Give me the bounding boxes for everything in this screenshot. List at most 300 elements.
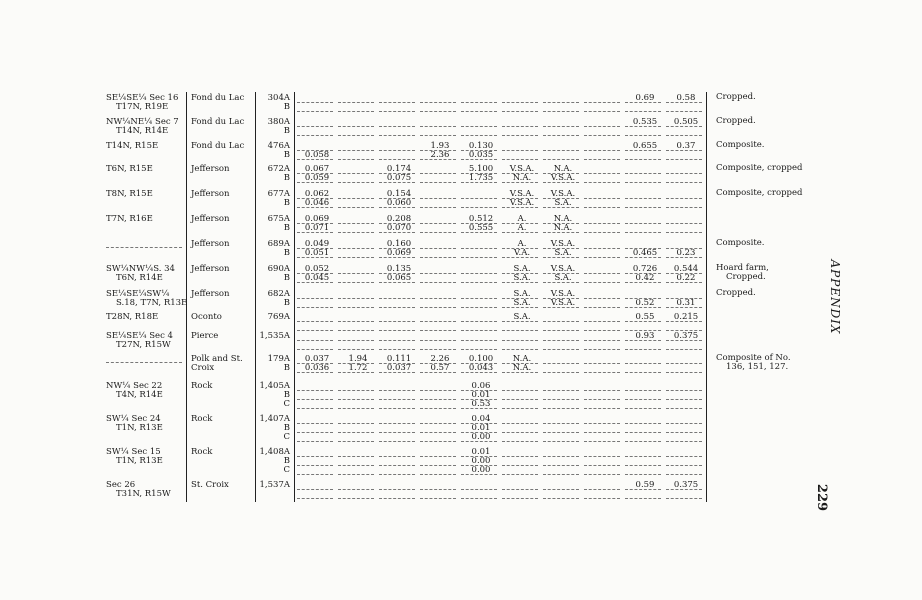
- leader-line: [502, 159, 538, 160]
- sample-number: 1,537A: [259, 480, 290, 490]
- data-value: 0.04: [471, 414, 491, 424]
- leader-line: [461, 340, 497, 341]
- remarks-text: Composite, cropped: [716, 163, 803, 173]
- location-text: T6N, R15E: [106, 164, 153, 174]
- leader-line: [297, 102, 333, 103]
- data-value: 0.535: [632, 117, 658, 127]
- column-rule-remarks: [706, 92, 707, 502]
- data-value: 0.035: [468, 150, 494, 160]
- leader-line: [543, 135, 579, 136]
- remarks-text: Composite.: [716, 238, 765, 248]
- leader-line: [625, 223, 661, 224]
- data-value: N.A.: [512, 354, 532, 364]
- leader-line: [543, 102, 579, 103]
- leader-line: [379, 349, 415, 350]
- leader-line: [338, 340, 374, 341]
- data-value: 0.059: [304, 173, 330, 183]
- remarks-text: Composite of No.: [716, 353, 791, 363]
- sample-number: B: [283, 363, 290, 373]
- leader-line: [502, 456, 538, 457]
- sample-number: B: [283, 423, 290, 433]
- data-value: 0.067: [304, 164, 330, 174]
- leader-line: [297, 321, 333, 322]
- data-value: 0.075: [386, 173, 412, 183]
- leader-line: [379, 159, 415, 160]
- data-value: 0.52: [635, 298, 655, 308]
- leader-line: [420, 182, 456, 183]
- leader-line: [502, 111, 538, 112]
- leader-line: [584, 126, 620, 127]
- county-text: Jefferson: [191, 289, 230, 299]
- leader-line: [461, 135, 497, 136]
- leader-line: [666, 198, 702, 199]
- data-value: 0.062: [304, 189, 330, 199]
- county-text: Jefferson: [191, 239, 230, 249]
- leader-line: [584, 273, 620, 274]
- leader-line: [420, 111, 456, 112]
- leader-line: [502, 102, 538, 103]
- leader-line: [297, 111, 333, 112]
- county-text: Croix: [191, 363, 215, 373]
- sample-number: B: [283, 198, 290, 208]
- leader-line: [584, 198, 620, 199]
- leader-line: [338, 489, 374, 490]
- data-value: A.: [517, 239, 527, 249]
- leader-line: [461, 498, 497, 499]
- data-value: 0.208: [386, 214, 412, 224]
- leader-line: [543, 111, 579, 112]
- leader-line: [584, 432, 620, 433]
- leader-line: [461, 307, 497, 308]
- county-text: Rock: [191, 381, 213, 391]
- location-text: T7N, R16E: [106, 214, 153, 224]
- data-value: 0.55: [635, 312, 655, 322]
- leader-line: [666, 474, 702, 475]
- data-value: 0.046: [304, 198, 330, 208]
- data-value: 0.69: [635, 93, 655, 103]
- leader-line: [625, 135, 661, 136]
- data-value: V.S.A.: [550, 264, 576, 274]
- location-text: T1N, R13E: [116, 456, 163, 466]
- leader-line: [461, 257, 497, 258]
- leader-line: [584, 465, 620, 466]
- leader-line: [420, 423, 456, 424]
- leader-line: [625, 173, 661, 174]
- data-value: 1.72: [348, 363, 368, 373]
- leader-line: [420, 273, 456, 274]
- leader-line: [338, 349, 374, 350]
- leader-line: [379, 423, 415, 424]
- leader-line: [379, 135, 415, 136]
- leader-line: [543, 363, 579, 364]
- leader-line: [420, 432, 456, 433]
- sample-number: B: [283, 223, 290, 233]
- leader-line: [502, 474, 538, 475]
- data-value: 0.160: [386, 239, 412, 249]
- leader-line: [543, 321, 579, 322]
- leader-line: [297, 474, 333, 475]
- leader-line: [625, 363, 661, 364]
- sample-number: B: [283, 273, 290, 283]
- remarks-text: Composite, cropped: [716, 188, 803, 198]
- leader-line: [461, 321, 497, 322]
- leader-line: [338, 321, 374, 322]
- leader-line: [379, 489, 415, 490]
- data-value: 0.045: [304, 273, 330, 283]
- leader-line: [666, 456, 702, 457]
- data-value: 2.26: [430, 354, 450, 364]
- data-value: S.A.: [554, 198, 572, 208]
- leader-line: [297, 465, 333, 466]
- leader-line: [666, 173, 702, 174]
- leader-line: [338, 159, 374, 160]
- leader-line: [584, 232, 620, 233]
- data-value: 0.049: [304, 239, 330, 249]
- leader-line: [584, 399, 620, 400]
- sample-number: 179A: [267, 354, 290, 364]
- leader-line: [584, 257, 620, 258]
- leader-line: [502, 465, 538, 466]
- leader-line: [666, 349, 702, 350]
- leader-line: [297, 298, 333, 299]
- leader-line: [543, 432, 579, 433]
- leader-line: [338, 456, 374, 457]
- leader-line: [543, 474, 579, 475]
- leader-line: [625, 232, 661, 233]
- leader-line: [297, 307, 333, 308]
- leader-line: [625, 198, 661, 199]
- data-value: V.S.A.: [550, 239, 576, 249]
- leader-line: [338, 257, 374, 258]
- leader-line: [502, 489, 538, 490]
- leader-line: [584, 349, 620, 350]
- leader-line: [379, 150, 415, 151]
- location-text: T14N, R14E: [116, 126, 169, 136]
- data-value: 0.31: [676, 298, 696, 308]
- leader-line: [584, 150, 620, 151]
- leader-line: [338, 399, 374, 400]
- leader-line: [338, 273, 374, 274]
- county-text: Jefferson: [191, 214, 230, 224]
- leader-line: [625, 182, 661, 183]
- data-value: 0.01: [471, 447, 491, 457]
- location-text: SW¼ Sec 15: [106, 447, 161, 457]
- data-value: 0.375: [673, 480, 699, 490]
- leader-line: [379, 330, 415, 331]
- leader-line: [420, 198, 456, 199]
- leader-line: [584, 489, 620, 490]
- sample-number: B: [283, 126, 290, 136]
- data-value: 0.57: [430, 363, 450, 373]
- leader-line: [625, 399, 661, 400]
- leader-line: [625, 111, 661, 112]
- data-value: V.S.A.: [550, 298, 576, 308]
- location-text: T14N, R15E: [106, 141, 159, 151]
- leader-line: [666, 498, 702, 499]
- leader-line: [297, 349, 333, 350]
- leader-line: [338, 307, 374, 308]
- leader-line: [297, 441, 333, 442]
- data-value: 0.00: [471, 432, 491, 442]
- leader-line: [420, 498, 456, 499]
- leader-line: [338, 150, 374, 151]
- leader-line: [420, 408, 456, 409]
- location-text: SE¼SE¼SW¼: [106, 289, 170, 299]
- data-value: 0.100: [468, 354, 494, 364]
- leader-line: [461, 102, 497, 103]
- leader-line: [625, 423, 661, 424]
- leader-line: [420, 223, 456, 224]
- sample-number: 1,535A: [259, 331, 290, 341]
- leader-line: [461, 349, 497, 350]
- location-text: NW¼NE¼ Sec 7: [106, 117, 179, 127]
- leader-line: [502, 423, 538, 424]
- leader-line: [297, 408, 333, 409]
- data-value: 0.53: [471, 399, 491, 409]
- leader-line: [584, 408, 620, 409]
- page-number: 229: [814, 483, 830, 512]
- data-value: 0.065: [386, 273, 412, 283]
- county-text: Polk and St.: [191, 354, 243, 364]
- leader-line: [461, 273, 497, 274]
- leader-line: [338, 232, 374, 233]
- data-value: 0.069: [304, 214, 330, 224]
- leader-line: [338, 207, 374, 208]
- sample-number: B: [283, 390, 290, 400]
- leader-line: [379, 298, 415, 299]
- county-text: Jefferson: [191, 164, 230, 174]
- leader-line: [584, 372, 620, 373]
- leader-line: [420, 207, 456, 208]
- data-value: 0.42: [635, 273, 655, 283]
- leader-line: [666, 465, 702, 466]
- leader-line: [584, 135, 620, 136]
- leader-line: [625, 372, 661, 373]
- leader-line: [297, 390, 333, 391]
- sample-number: B: [283, 456, 290, 466]
- leader-line: [420, 390, 456, 391]
- county-text: Oconto: [191, 312, 222, 322]
- data-value: 2.36: [430, 150, 450, 160]
- data-value: V.S.A.: [550, 289, 576, 299]
- leader-line: [338, 111, 374, 112]
- leader-line: [379, 126, 415, 127]
- data-value: N.A.: [553, 223, 573, 233]
- leader-line: [625, 159, 661, 160]
- location-text: Sec 26: [106, 480, 136, 490]
- county-text: Fond du Lac: [191, 141, 245, 151]
- data-value: 0.174: [386, 164, 412, 174]
- leader-line: [420, 330, 456, 331]
- leader-line: [297, 432, 333, 433]
- leader-line: [420, 298, 456, 299]
- leader-line: [420, 135, 456, 136]
- data-value: V.A.: [513, 248, 531, 258]
- data-value: 0.060: [386, 198, 412, 208]
- leader-line: [625, 349, 661, 350]
- location-text: T6N, R14E: [116, 273, 163, 283]
- column-rule-county: [186, 92, 187, 502]
- data-value: 0.215: [673, 312, 699, 322]
- data-value: 0.051: [304, 248, 330, 258]
- leader-line: [338, 126, 374, 127]
- data-value: 0.58: [676, 93, 696, 103]
- leader-line: [666, 372, 702, 373]
- sample-number: 380A: [267, 117, 290, 127]
- sample-number: 675A: [267, 214, 290, 224]
- leader-line: [584, 390, 620, 391]
- leader-line: [297, 330, 333, 331]
- data-value: 0.505: [673, 117, 699, 127]
- leader-line: [420, 248, 456, 249]
- leader-line: [502, 408, 538, 409]
- leader-line: [625, 498, 661, 499]
- leader-line: [666, 232, 702, 233]
- location-text: T4N, R14E: [116, 390, 163, 400]
- leader-line: [666, 363, 702, 364]
- leader-line: [584, 456, 620, 457]
- data-value: V.S.A.: [509, 189, 535, 199]
- leader-line: [379, 474, 415, 475]
- data-value: 0.655: [632, 141, 658, 151]
- leader-line: [584, 307, 620, 308]
- leader-line: [297, 456, 333, 457]
- leader-line: [106, 362, 182, 363]
- leader-line: [502, 498, 538, 499]
- sample-number: 476A: [267, 141, 290, 151]
- data-value: 0.130: [468, 141, 494, 151]
- leader-line: [543, 159, 579, 160]
- data-value: V.S.A.: [550, 173, 576, 183]
- leader-line: [420, 441, 456, 442]
- data-value: 0.375: [673, 331, 699, 341]
- sample-number: C: [283, 399, 290, 409]
- leader-line: [502, 150, 538, 151]
- sample-number: 677A: [267, 189, 290, 199]
- leader-line: [338, 248, 374, 249]
- data-value: 0.052: [304, 264, 330, 274]
- leader-line: [420, 349, 456, 350]
- leader-line: [461, 489, 497, 490]
- appendix-heading: APPENDIX: [828, 259, 842, 335]
- leader-line: [420, 456, 456, 457]
- leader-line: [625, 456, 661, 457]
- leader-line: [338, 298, 374, 299]
- data-value: 0.01: [471, 390, 491, 400]
- remarks-text: Composite.: [716, 140, 765, 150]
- sample-number: C: [283, 465, 290, 475]
- leader-line: [666, 135, 702, 136]
- data-value: 0.06: [471, 381, 491, 391]
- location-text: SE¼SE¼ Sec 4: [106, 331, 173, 341]
- data-value: 1.93: [430, 141, 450, 151]
- leader-line: [543, 150, 579, 151]
- leader-line: [297, 126, 333, 127]
- location-text: SW¼ Sec 24: [106, 414, 161, 424]
- location-text: T28N, R18E: [106, 312, 159, 322]
- leader-line: [543, 498, 579, 499]
- leader-line: [379, 456, 415, 457]
- leader-line: [338, 282, 374, 283]
- data-value: S.A.: [554, 273, 572, 283]
- leader-line: [379, 102, 415, 103]
- leader-line: [584, 321, 620, 322]
- data-value: 1.94: [348, 354, 368, 364]
- leader-line: [502, 349, 538, 350]
- data-value: 0.00: [471, 465, 491, 475]
- leader-line: [338, 465, 374, 466]
- remarks-text: Cropped.: [716, 92, 756, 102]
- sample-number: 1,408A: [259, 447, 290, 457]
- leader-line: [584, 363, 620, 364]
- leader-line: [420, 399, 456, 400]
- data-value: 0.037: [304, 354, 330, 364]
- sample-number: 1,405A: [259, 381, 290, 391]
- leader-line: [543, 456, 579, 457]
- sample-number: B: [283, 150, 290, 160]
- data-value: N.A.: [512, 173, 532, 183]
- leader-line: [106, 247, 182, 248]
- leader-line: [543, 330, 579, 331]
- county-text: Pierce: [191, 331, 219, 341]
- sample-number: 1,407A: [259, 414, 290, 424]
- data-value: 0.154: [386, 189, 412, 199]
- data-value: 0.465: [632, 248, 658, 258]
- leader-line: [502, 135, 538, 136]
- data-value: 0.070: [386, 223, 412, 233]
- location-text: T31N, R15W: [116, 489, 171, 499]
- leader-line: [543, 126, 579, 127]
- leader-line: [625, 390, 661, 391]
- leader-line: [584, 298, 620, 299]
- leader-line: [379, 111, 415, 112]
- sample-number: 304A: [267, 93, 290, 103]
- leader-line: [420, 474, 456, 475]
- leader-line: [420, 340, 456, 341]
- leader-line: [379, 408, 415, 409]
- leader-line: [420, 173, 456, 174]
- leader-line: [338, 102, 374, 103]
- leader-line: [584, 498, 620, 499]
- remarks-text: Cropped.: [716, 288, 756, 298]
- leader-line: [666, 207, 702, 208]
- leader-line: [461, 207, 497, 208]
- data-value: S.A.: [554, 248, 572, 258]
- leader-line: [420, 126, 456, 127]
- sample-number: B: [283, 102, 290, 112]
- leader-line: [502, 441, 538, 442]
- sample-number: 682A: [267, 289, 290, 299]
- data-value: 0.135: [386, 264, 412, 274]
- leader-line: [625, 441, 661, 442]
- data-value: S.A.: [513, 298, 531, 308]
- sample-number: 672A: [267, 164, 290, 174]
- sample-number: C: [283, 432, 290, 442]
- remarks-text: Cropped.: [716, 116, 756, 126]
- leader-line: [666, 399, 702, 400]
- leader-line: [338, 135, 374, 136]
- leader-line: [379, 390, 415, 391]
- leader-line: [338, 223, 374, 224]
- leader-line: [420, 257, 456, 258]
- leader-line: [420, 465, 456, 466]
- leader-line: [625, 408, 661, 409]
- column-rule-data: [294, 92, 295, 502]
- leader-line: [584, 173, 620, 174]
- county-text: Rock: [191, 447, 213, 457]
- leader-line: [666, 182, 702, 183]
- location-text: SE¼SE¼ Sec 16: [106, 93, 179, 103]
